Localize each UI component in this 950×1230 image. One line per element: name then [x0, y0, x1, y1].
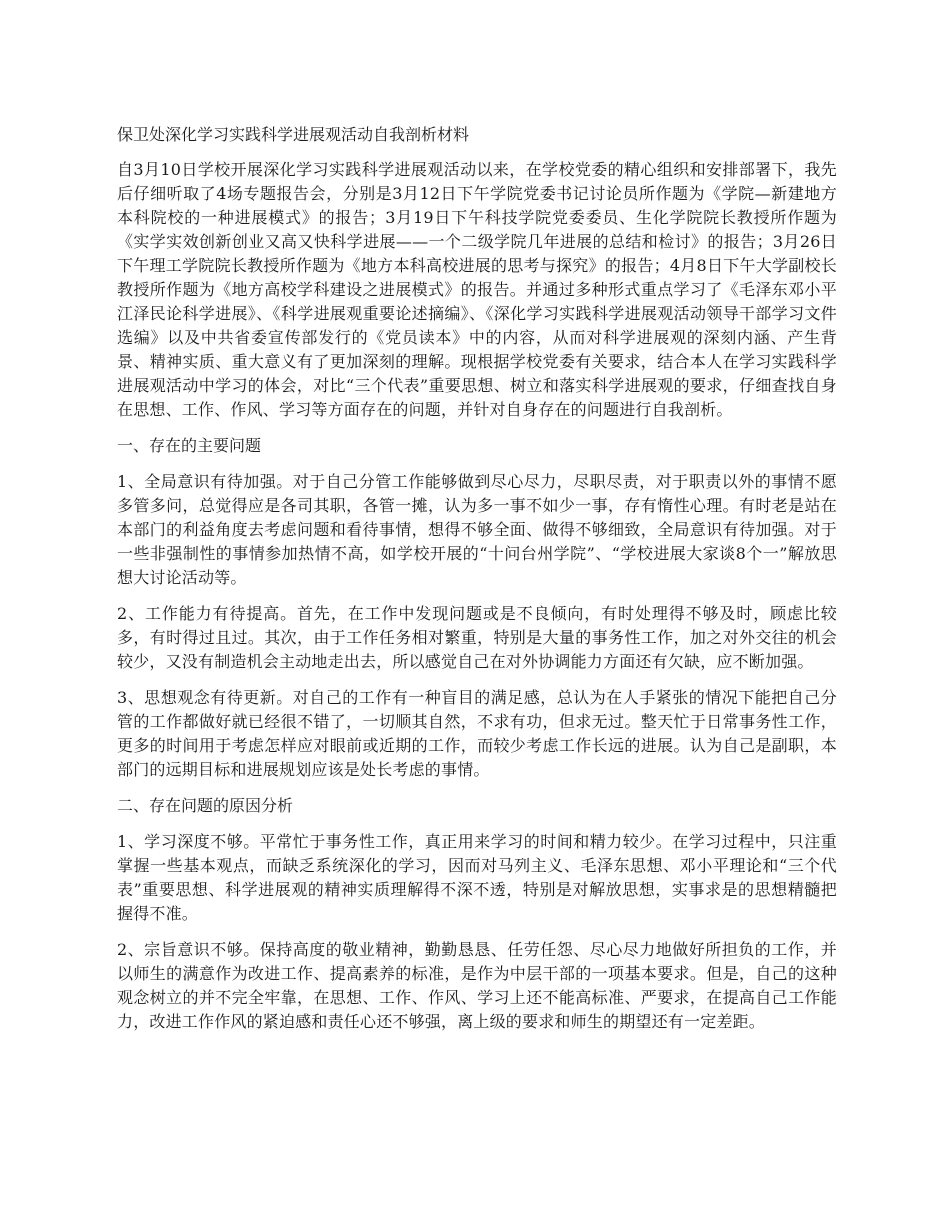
section-heading-cause-analysis: 二、存在问题的原因分析	[117, 796, 294, 815]
problem-item-2: 2、工作能力有待提高。首先，在工作中发现问题或是不良倾向，有时处理得不够及时，顾虑比较多，有时得过且过。其次，由于工作任务相对繁重，特别是大量的事务性工作，加之对外交往的机会较少，又没有制造机会主动地走出去，所以感觉自己在对外协调能力方面还有欠缺，应不断加强。	[117, 604, 837, 671]
cause-item-1: 1、学习深度不够。平常忙于事务性工作，真正用来学习的时间和精力较少。在学习过程中，只注重掌握一些基本观点，而缺乏系统深化的学习，因而对马列主义、毛泽东思想、邓小平理论和“三个代表”重要思想、科学进展观的精神实质理解得不深不透，特别是对解放思想，实事求是的思想精髓把握得不准。	[117, 832, 837, 923]
problem-item-3: 3、思想观念有待更新。对自己的工作有一种盲目的满足感，总认为在人手紧张的情况下能把自己分管的工作都做好就已经很不错了，一切顺其自然，不求有功，但求无过。整天忙于日常事务性工作，更多的时间用于考虑怎样应对眼前或近期的工作，而较少考虑工作长远的进展。认为自己是副职，本部门的远期目标和进展规划应该是处长考虑的事情。	[117, 688, 837, 779]
problem-item-1: 1、全局意识有待加强。对于自己分管工作能够做到尽心尽力，尽职尽责，对于职责以外的事情不愿多管多问，总觉得应是各司其职，各管一摊，认为多一事不如少一事，存有惰性心理。有时老是站在本部门的利益角度去考虑问题和看待事情，想得不够全面、做得不够细致，全局意识有待加强。对于一些非强制性的事情参加热情不高，如学校开展的“十问台州学院”、“学校进展大家谈8个一”解放思想大讨论活动等。	[117, 472, 837, 587]
cause-item-2: 2、宗旨意识不够。保持高度的敬业精神，勤勤恳恳、任劳任怨、尽心尽力地做好所担负的工作，并以师生的满意作为改进工作、提高素养的标准，是作为中层干部的一项基本要求。但是，自己的这种观念树立的并不完全牢靠，在思想、工作、作风、学习上还不能高标准、严要求，在提高自己工作能力，改进工作作风的紧迫感和责任心还不够强，离上级的要求和师生的期望还有一定差距。	[117, 940, 837, 1031]
section-heading-main-problems: 一、存在的主要问题	[117, 436, 262, 455]
intro-paragraph: 自3月10日学校开展深化学习实践科学进展观活动以来，在学校党委的精心组织和安排部署下，我先后仔细听取了4场专题报告会，分别是3月12日下午学院党委书记讨论员所作题为《学院—新建地方本科院校的一种进展模式》的报告；3月19日下午科技学院党委委员、生化学院院长教授所作题为《实学实效创新创业又高又快科学进展——一个二级学院几年进展的总结和检讨》的报告；3月26日下午理工学院院长教授所作题为《地方本科高校进展的思考与探究》的报告；4月8日下午大学副校长教授所作题为《地方高校学科建设之进展模式》的报告。并通过多种形式重点学习了《毛泽东邓小平江泽民论科学进展》、《科学进展观重要论述摘编》、《深化学习实践科学进展观活动领导干部学习文件选编》以及中共省委宣传部发行的《党员读本》中的内容，从而对科学进展观的深刻内涵、产生背景、精神实质、重大意义有了更加深刻的理解。现根据学校党委有关要求，结合本人在学习实践科学进展观活动中学习的体会，对比“三个代表”重要思想、树立和落实科学进展观的要求，仔细查找自身在思想、工作、作风、学习等方面存在的问题，并针对自身存在的问题进行自我剖析。	[117, 160, 837, 419]
document-page	[117, 122, 837, 1046]
document-title: 保卫处深化学习实践科学进展观活动自我剖析材料	[117, 125, 470, 144]
